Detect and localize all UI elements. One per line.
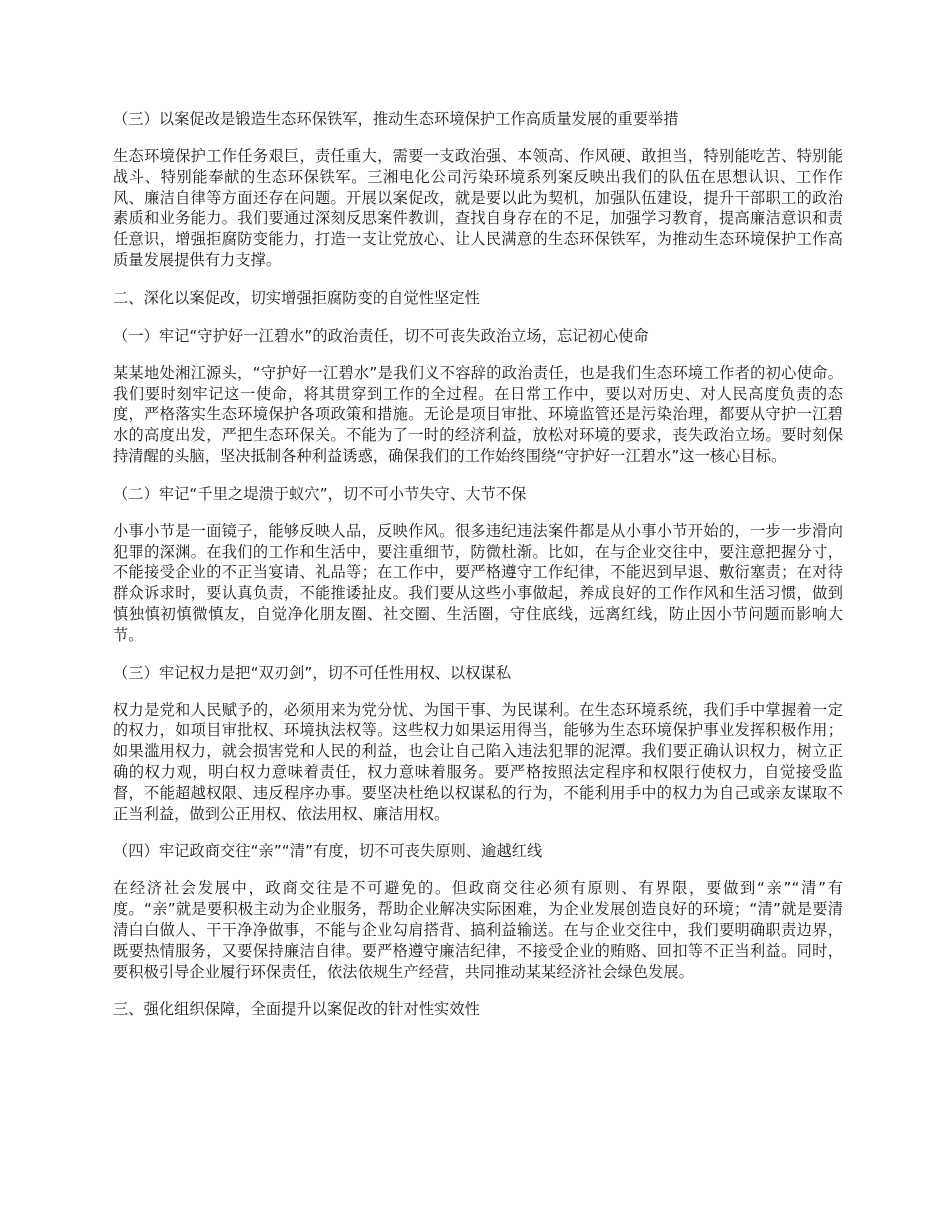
- section-heading-4-gov-business: （四）牢记政商交往“亲”“清”有度，切不可丧失原则、逾越红线: [113, 842, 543, 861]
- paragraph-political-duty: 某某地处湘江源头，“守护好一江碧水”是我们义不容辞的政治责任，也是我们生态环境工作者的初心使命。我们要时刻牢记这一使命，将其贯穿到工作的全过程。在日常工作中，要以对历史、对人民高度负责的态度，严格落实生态环境保护各项政策和措施。无论是项目审批、环境监管还是污染治理，都要从守护一江碧水的高度出发，严把生态环保关。不能为了一时的经济利益，放松对环境的要求，丧失政治立场。要时刻保持清醒的头脑，坚决抵制各种利益诱惑，确保我们的工作始终围绕“守护好一江碧水”这一核心目标。: [113, 363, 843, 465]
- section-heading-1-political-duty: （一）牢记“守护好一江碧水”的政治责任，切不可丧失政治立场，忘记初心使命: [113, 326, 649, 345]
- paragraph-gov-business: 在经济社会发展中，政商交往是不可避免的。但政商交往必须有原则、有界限，要做到“亲”“清”有度。“亲”就是要积极主动为企业服务，帮助企业解决实际困难，为企业发展创造良好的环境；“清”就是要清清白白做人、干干净净做事，不能与企业勾肩搭背、搞利益输送。在与企业交往中，我们要明确职责边界，既要热情服务，又要保持廉洁自律。要严格遵守廉洁纪律，不接受企业的贿赂、回扣等不正当利益。同时，要积极引导企业履行环保责任，依法依规生产经营，共同推动某某经济社会绿色发展。: [113, 879, 843, 981]
- section-heading-3-building-team: （三）以案促改是锻造生态环保铁军，推动生态环境保护工作高质量发展的重要举措: [113, 110, 679, 128]
- chapter-heading-2-deepen-reform: 二、深化以案促改，切实增强拒腐防变的自觉性坚定性: [113, 288, 480, 307]
- paragraph-power: 权力是党和人民赋予的，必须用来为党分忧、为国干事、为民谋利。在生态环境系统，我们手中掌握着一定的权力，如项目审批权、环境执法权等。这些权力如果运用得当，能够为生态环境保护事业发挥积极作用；如果滥用权力，就会损害党和人民的利益，也会让自己陷入违法犯罪的泥潭。我们要正确认识权力，树立正确的权力观，明白权力意味着责任，权力意味着服务。要严格按照法定程序和权限行使权力，自觉接受监督，不能超越权限、违反程序办事。要坚决杜绝以权谋私的行为，不能利用手中的权力为自己或亲友谋取不正当利益，做到公正用权、依法用权、廉洁用权。: [113, 700, 843, 823]
- section-heading-2-small-details: （二）牢记“千里之堤溃于蚁穴”，切不可小节失守、大节不保: [113, 484, 527, 503]
- chapter-heading-3-organizational-support: 三、强化组织保障，全面提升以案促改的针对性实效性: [113, 1000, 480, 1019]
- paragraph-building-team: 生态环境保护工作任务艰巨，责任重大，需要一支政治强、本领高、作风硬、敢担当，特别能吃苦、特别能战斗、特别能奉献的生态环保铁军。三湘电化公司污染环境系列案反映出我们的队伍在思想认识、工作作风、廉洁自律等方面还存在问题。开展以案促改，就是要以此为契机，加强队伍建设，提升干部职工的政治素质和业务能力。我们要通过深刻反思案件教训，查找自身存在的不足，加强学习教育，提高廉洁意识和责任意识，增强拒腐防变能力，打造一支让党放心、让人民满意的生态环保铁军，为推动生态环境保护工作高质量发展提供有力支撑。: [113, 147, 843, 269]
- document-page: [113, 108, 843, 1036]
- section-heading-3-power: （三）牢记权力是把“双刃剑”，切不可任性用权、以权谋私: [113, 663, 512, 682]
- paragraph-small-details: 小事小节是一面镜子，能够反映人品，反映作风。很多违纪违法案件都是从小事小节开始的，一步一步滑向犯罪的深渊。在我们的工作和生活中，要注重细节，防微杜渐。比如，在与企业交往中，要注意把握分寸，不能接受企业的不正当宴请、礼品等；在工作中，要严格遵守工作纪律，不能迟到早退、敷衍塞责；在对待群众诉求时，要认真负责，不能推诿扯皮。我们要从这些小事做起，养成良好的工作作风和生活习惯，做到慎独慎初慎微慎友，自觉净化朋友圈、社交圈、生活圈，守住底线，远离红线，防止因小节问题而影响大节。: [113, 521, 843, 644]
